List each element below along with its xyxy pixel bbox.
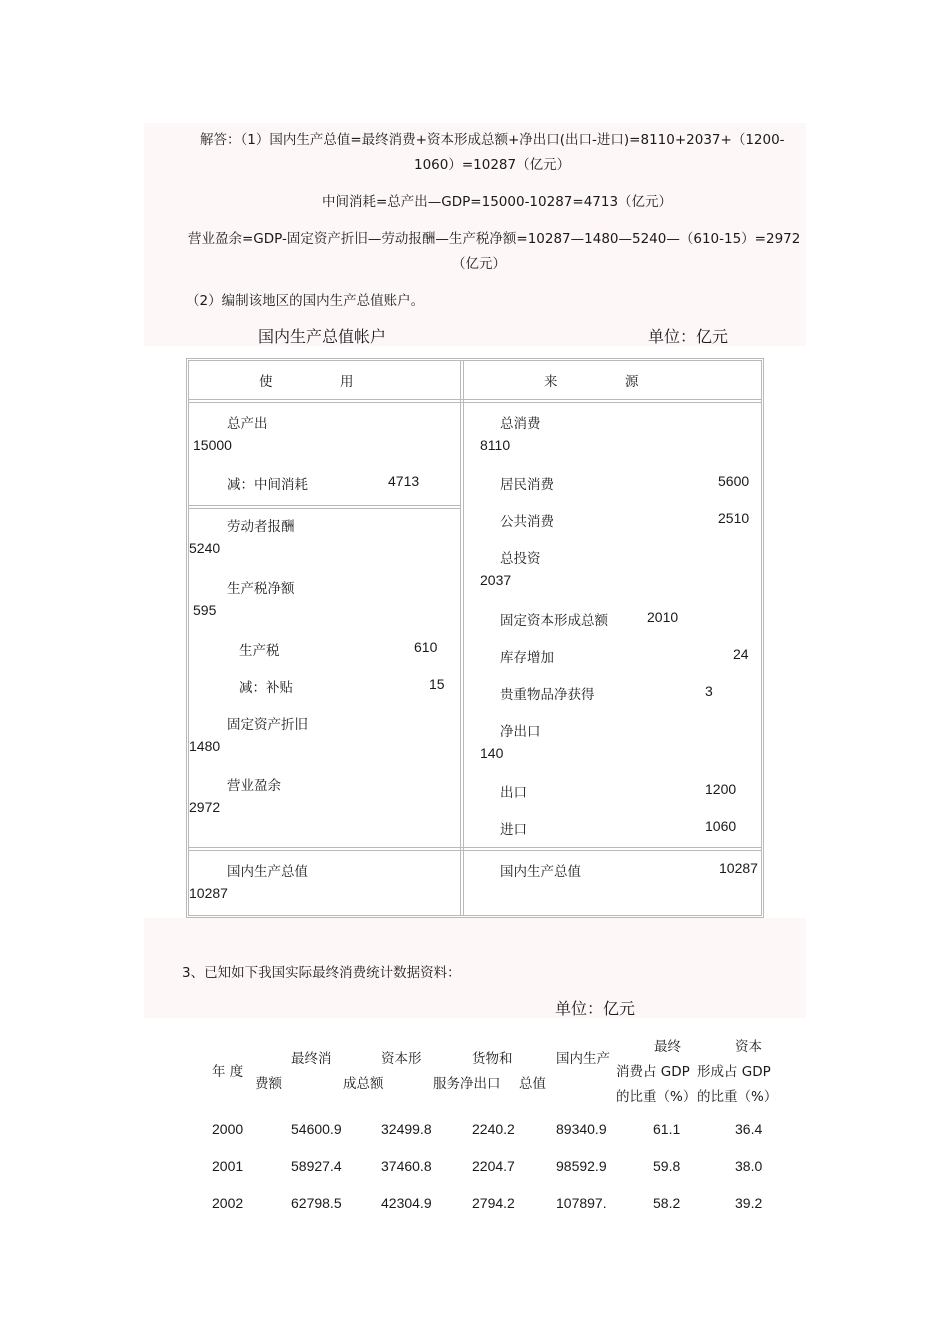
tax-value: 610 <box>414 639 438 655</box>
labor-value: 5240 <box>189 540 221 556</box>
source-header: 来 源 <box>544 374 639 390</box>
left-gdp-label: 国内生产总值 <box>227 864 308 880</box>
net-tax-value: 595 <box>193 602 217 618</box>
header-final-consumption-2: 费额 <box>255 1076 282 1092</box>
right-gdp-label: 国内生产总值 <box>500 864 581 880</box>
right-gdp-value: 10287 <box>719 860 758 876</box>
question-3-title: 3、已知如下我国实际最终消费统计数据资料： <box>182 965 461 981</box>
header-final-consumption-1: 最终消 <box>291 1051 332 1067</box>
header-cap-share-3: 的比重（%） <box>697 1089 778 1105</box>
cell-net-export: 2204.7 <box>472 1158 515 1174</box>
net-export-value: 140 <box>480 745 504 761</box>
cell-gdp: 107897. <box>556 1195 607 1211</box>
cell-capital: 32499.8 <box>381 1121 432 1137</box>
cell-capital: 37460.8 <box>381 1158 432 1174</box>
depreciation-label: 固定资产折旧 <box>227 717 308 733</box>
household-label: 居民消费 <box>500 477 554 493</box>
answer-line-1b: 1060）=10287（亿元） <box>414 157 571 173</box>
table-left-mid-divider <box>189 505 461 509</box>
header-gdp-1: 国内生产 <box>556 1051 610 1067</box>
cell-net-export: 2240.2 <box>472 1121 515 1137</box>
cell-cons-share: 58.2 <box>653 1195 681 1211</box>
import-label: 进口 <box>500 822 527 838</box>
total-consumption-value: 8110 <box>480 437 511 453</box>
import-value: 1060 <box>705 818 737 834</box>
cell-cons-share: 59.8 <box>653 1158 681 1174</box>
intermediate-label: 减：中间消耗 <box>227 477 308 493</box>
cell-cap-share: 38.0 <box>735 1158 763 1174</box>
answer-line-1a: 解答：（1）国内生产总值=最终消费+资本形成总额+净出口(出口-进口)=8110+2037+（1200- <box>200 132 785 148</box>
left-gdp-value: 10287 <box>189 885 228 901</box>
header-cap-share-1: 资本 <box>735 1039 762 1055</box>
answer-part-2: （2）编制该地区的国内生产总值账户。 <box>186 293 425 309</box>
account-title: 国内生产总值帐户 <box>258 327 387 346</box>
subsidy-label: 减：补贴 <box>239 680 293 696</box>
surplus-label: 营业盈余 <box>227 778 281 794</box>
cell-cap-share: 36.4 <box>735 1121 763 1137</box>
surplus-value: 2972 <box>189 799 221 815</box>
tax-label: 生产税 <box>239 643 280 659</box>
export-value: 1200 <box>705 781 737 797</box>
answer-line-3a: 营业盈余=GDP-固定资产折旧—劳动报酬—生产税净额=10287—1480—5240—（610-15）=2972 <box>188 231 801 247</box>
gfcf-value: 2010 <box>647 609 679 625</box>
public-label: 公共消费 <box>500 514 554 530</box>
cell-final-consumption: 58927.4 <box>291 1158 342 1174</box>
question-3-unit: 单位：亿元 <box>555 999 636 1018</box>
table-footer-divider <box>189 847 761 851</box>
investment-label: 总投资 <box>500 551 541 567</box>
cell-final-consumption: 54600.9 <box>291 1121 342 1137</box>
table-header-divider <box>189 399 761 403</box>
table-vertical-divider <box>460 361 464 915</box>
household-value: 5600 <box>718 473 750 489</box>
export-label: 出口 <box>500 785 527 801</box>
header-cons-share-2: 消费占 GDP <box>616 1064 690 1080</box>
header-year: 年 度 <box>212 1064 244 1080</box>
cell-year: 2002 <box>212 1195 244 1211</box>
cell-gdp: 89340.9 <box>556 1121 607 1137</box>
total-consumption-label: 总消费 <box>500 416 541 432</box>
header-net-export-2: 服务净出口 <box>433 1076 501 1092</box>
intermediate-value: 4713 <box>388 473 420 489</box>
header-cap-share-2: 形成占 GDP <box>697 1064 771 1080</box>
valuables-value: 3 <box>705 683 713 699</box>
use-header: 使 用 <box>259 374 354 390</box>
depreciation-value: 1480 <box>189 738 221 754</box>
answer-line-3b: （亿元） <box>452 256 506 272</box>
header-cons-share-1: 最终 <box>654 1039 681 1055</box>
valuables-label: 贵重物品净获得 <box>500 687 595 703</box>
cell-year: 2000 <box>212 1121 244 1137</box>
public-value: 2510 <box>718 510 750 526</box>
account-unit: 单位：亿元 <box>648 327 729 346</box>
header-capital-2: 成总额 <box>343 1076 384 1092</box>
investment-value: 2037 <box>480 572 512 588</box>
total-output-label: 总产出 <box>227 416 268 432</box>
header-cons-share-3: 的比重（%） <box>616 1089 697 1105</box>
cell-gdp: 98592.9 <box>556 1158 607 1174</box>
cell-cap-share: 39.2 <box>735 1195 763 1211</box>
header-capital-1: 资本形 <box>381 1051 422 1067</box>
subsidy-value: 15 <box>429 676 445 692</box>
gfcf-label: 固定资本形成总额 <box>500 613 608 629</box>
cell-cons-share: 61.1 <box>653 1121 681 1137</box>
cell-year: 2001 <box>212 1158 244 1174</box>
net-tax-label: 生产税净额 <box>227 581 295 597</box>
net-export-label: 净出口 <box>500 724 541 740</box>
header-net-export-1: 货物和 <box>472 1051 513 1067</box>
inventory-label: 库存增加 <box>500 650 554 666</box>
total-output-value: 15000 <box>193 437 232 453</box>
gdp-account-table <box>186 358 764 918</box>
inventory-value: 24 <box>733 646 749 662</box>
labor-label: 劳动者报酬 <box>227 519 295 535</box>
answer-line-2: 中间消耗=总产出—GDP=15000-10287=4713（亿元） <box>322 194 673 210</box>
header-gdp-2: 总值 <box>519 1076 546 1092</box>
cell-final-consumption: 62798.5 <box>291 1195 342 1211</box>
cell-capital: 42304.9 <box>381 1195 432 1211</box>
cell-net-export: 2794.2 <box>472 1195 515 1211</box>
